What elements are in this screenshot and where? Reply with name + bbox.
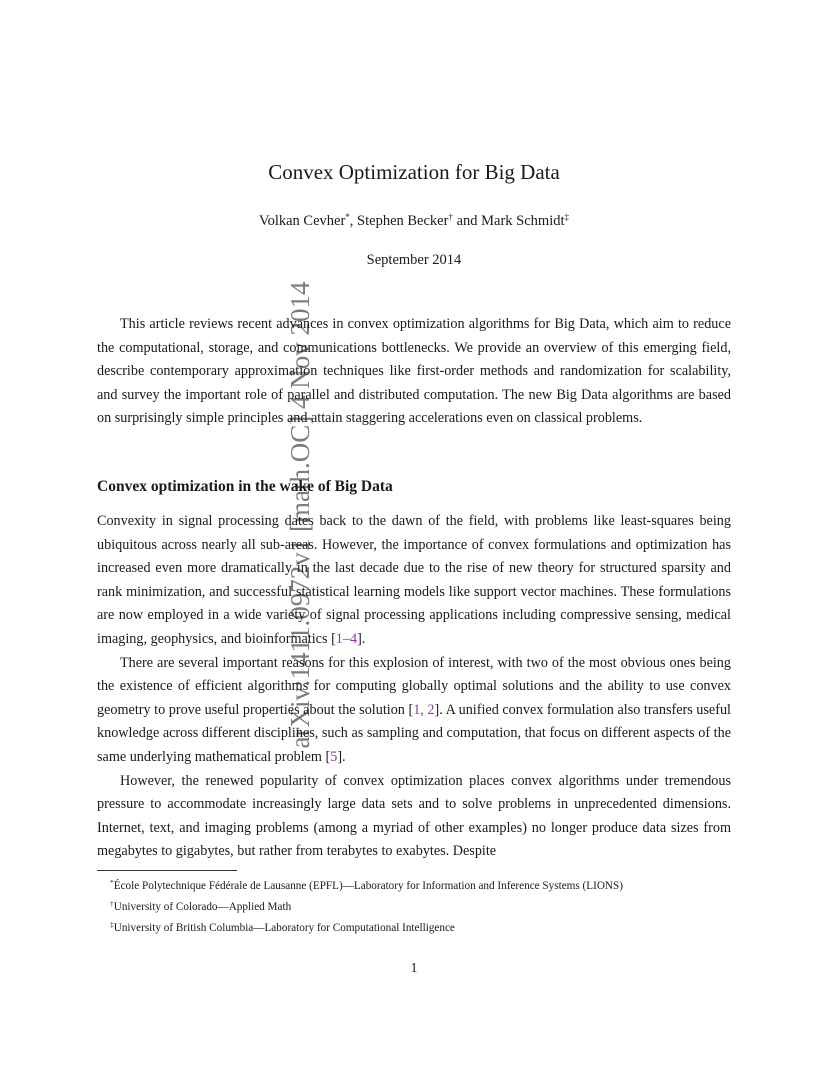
paragraph-text: However, the renewed popularity of convex optimization places convex algorithms under tremendous pressure to accommodate increasingly large data sets and to solve problems in unprecedented dimensions. Internet, text, and imaging problems (among a myriad of other examples) no longer produce data sizes from megabytes to gigabytes, but rather from terabytes to exabytes. Despite [97,772,731,860]
citation-link[interactable]: 1, 2 [413,701,435,718]
footnotes [110,874,750,937]
author-line [0,212,828,230]
footnote-mark: * [110,878,114,887]
arxiv-identifier: arXiv:1411.0972v1 [math.OC] 4 Nov 2014 [285,281,315,749]
section-heading: Convex optimization in the wake of Big Data [97,478,393,495]
paragraph-text: A unified convex formulation also transfers useful knowledge across different disciplines, such as sampling and computation, that focus on different aspects of the same underlying mathematical problem [ [97,701,731,765]
author-footnote-mark[interactable]: * [345,212,350,222]
citation-link[interactable]: 5 [330,748,338,765]
author-name: Stephen Becker [357,213,449,229]
citation-bracket: [ [331,630,336,647]
paragraph-text: Convexity in signal processing dates back to the dawn of the field, with problems like least-squares being ubiquitous across nearly all sub-areas. However, the importance of convex formulations and optimization has increased even more dramatically in the last decade due to the rise of new theory for structured sparsity and rank minimization, and successful statistical learning models like support vector machines. These formulations are now employed in a wide variety of signal processing applications including compressive sensing, medical imaging, geophysics, and bioinformatics [97,513,731,647]
footnote-rule [97,870,237,871]
citation-bracket: ]. [434,701,443,718]
citation-bracket: ]. [357,630,366,647]
page-number: 1 [410,961,418,976]
paragraph [97,770,731,864]
main-text [97,510,731,864]
abstract [97,313,731,431]
footnote-mark: † [110,899,114,908]
footnote-text: University of Colorado—Applied Math [113,901,292,913]
paragraph [97,510,731,652]
author-footnote-mark[interactable]: ‡ [564,212,570,222]
paper-title: Convex Optimization for Big Data [268,160,560,184]
footnote-text: École Polytechnique Fédérale de Lausanne (EPFL)—Laboratory for Information and Inference Systems (LIONS) [113,880,623,892]
footnote [110,895,750,916]
paragraph [97,652,731,770]
citation-bracket: ]. [337,748,346,765]
footnote-text: University of British Columbia—Laboratory for Computational Intelligence [113,922,455,934]
author-separator: and [452,213,482,229]
author-footnote-mark[interactable]: † [448,212,453,222]
citation-link[interactable]: 1–4 [335,630,358,647]
footnote [110,874,750,895]
abstract-text: This article reviews recent advances in convex optimization algorithms for Big Data, which aim to reduce the computational, storage, and communications bottlenecks. We provide an overview of this emerging field, describe contemporary approximation techniques like first-order methods and randomization for scalability, and survey the important role of parallel and distributed computation. The new Big Data algorithms are based on surprisingly simple principles and attain staggering accelerations even on classical problems. [97,316,731,427]
footnote-mark: ‡ [110,920,114,929]
author-name: Mark Schmidt [481,213,565,229]
author-name: Volkan Cevher [258,213,346,229]
author-separator: , [349,213,358,229]
publication-date: September 2014 [366,252,462,268]
citation-bracket: [ [408,701,414,718]
paragraph-text: There are several important reasons for this explosion of interest, with two of the most obvious ones being the existence of efficient algorithms for computing globally optimal solutions and the ability to use convex geometry to prove useful properties about the solution [97,654,731,718]
footnote [110,916,750,937]
